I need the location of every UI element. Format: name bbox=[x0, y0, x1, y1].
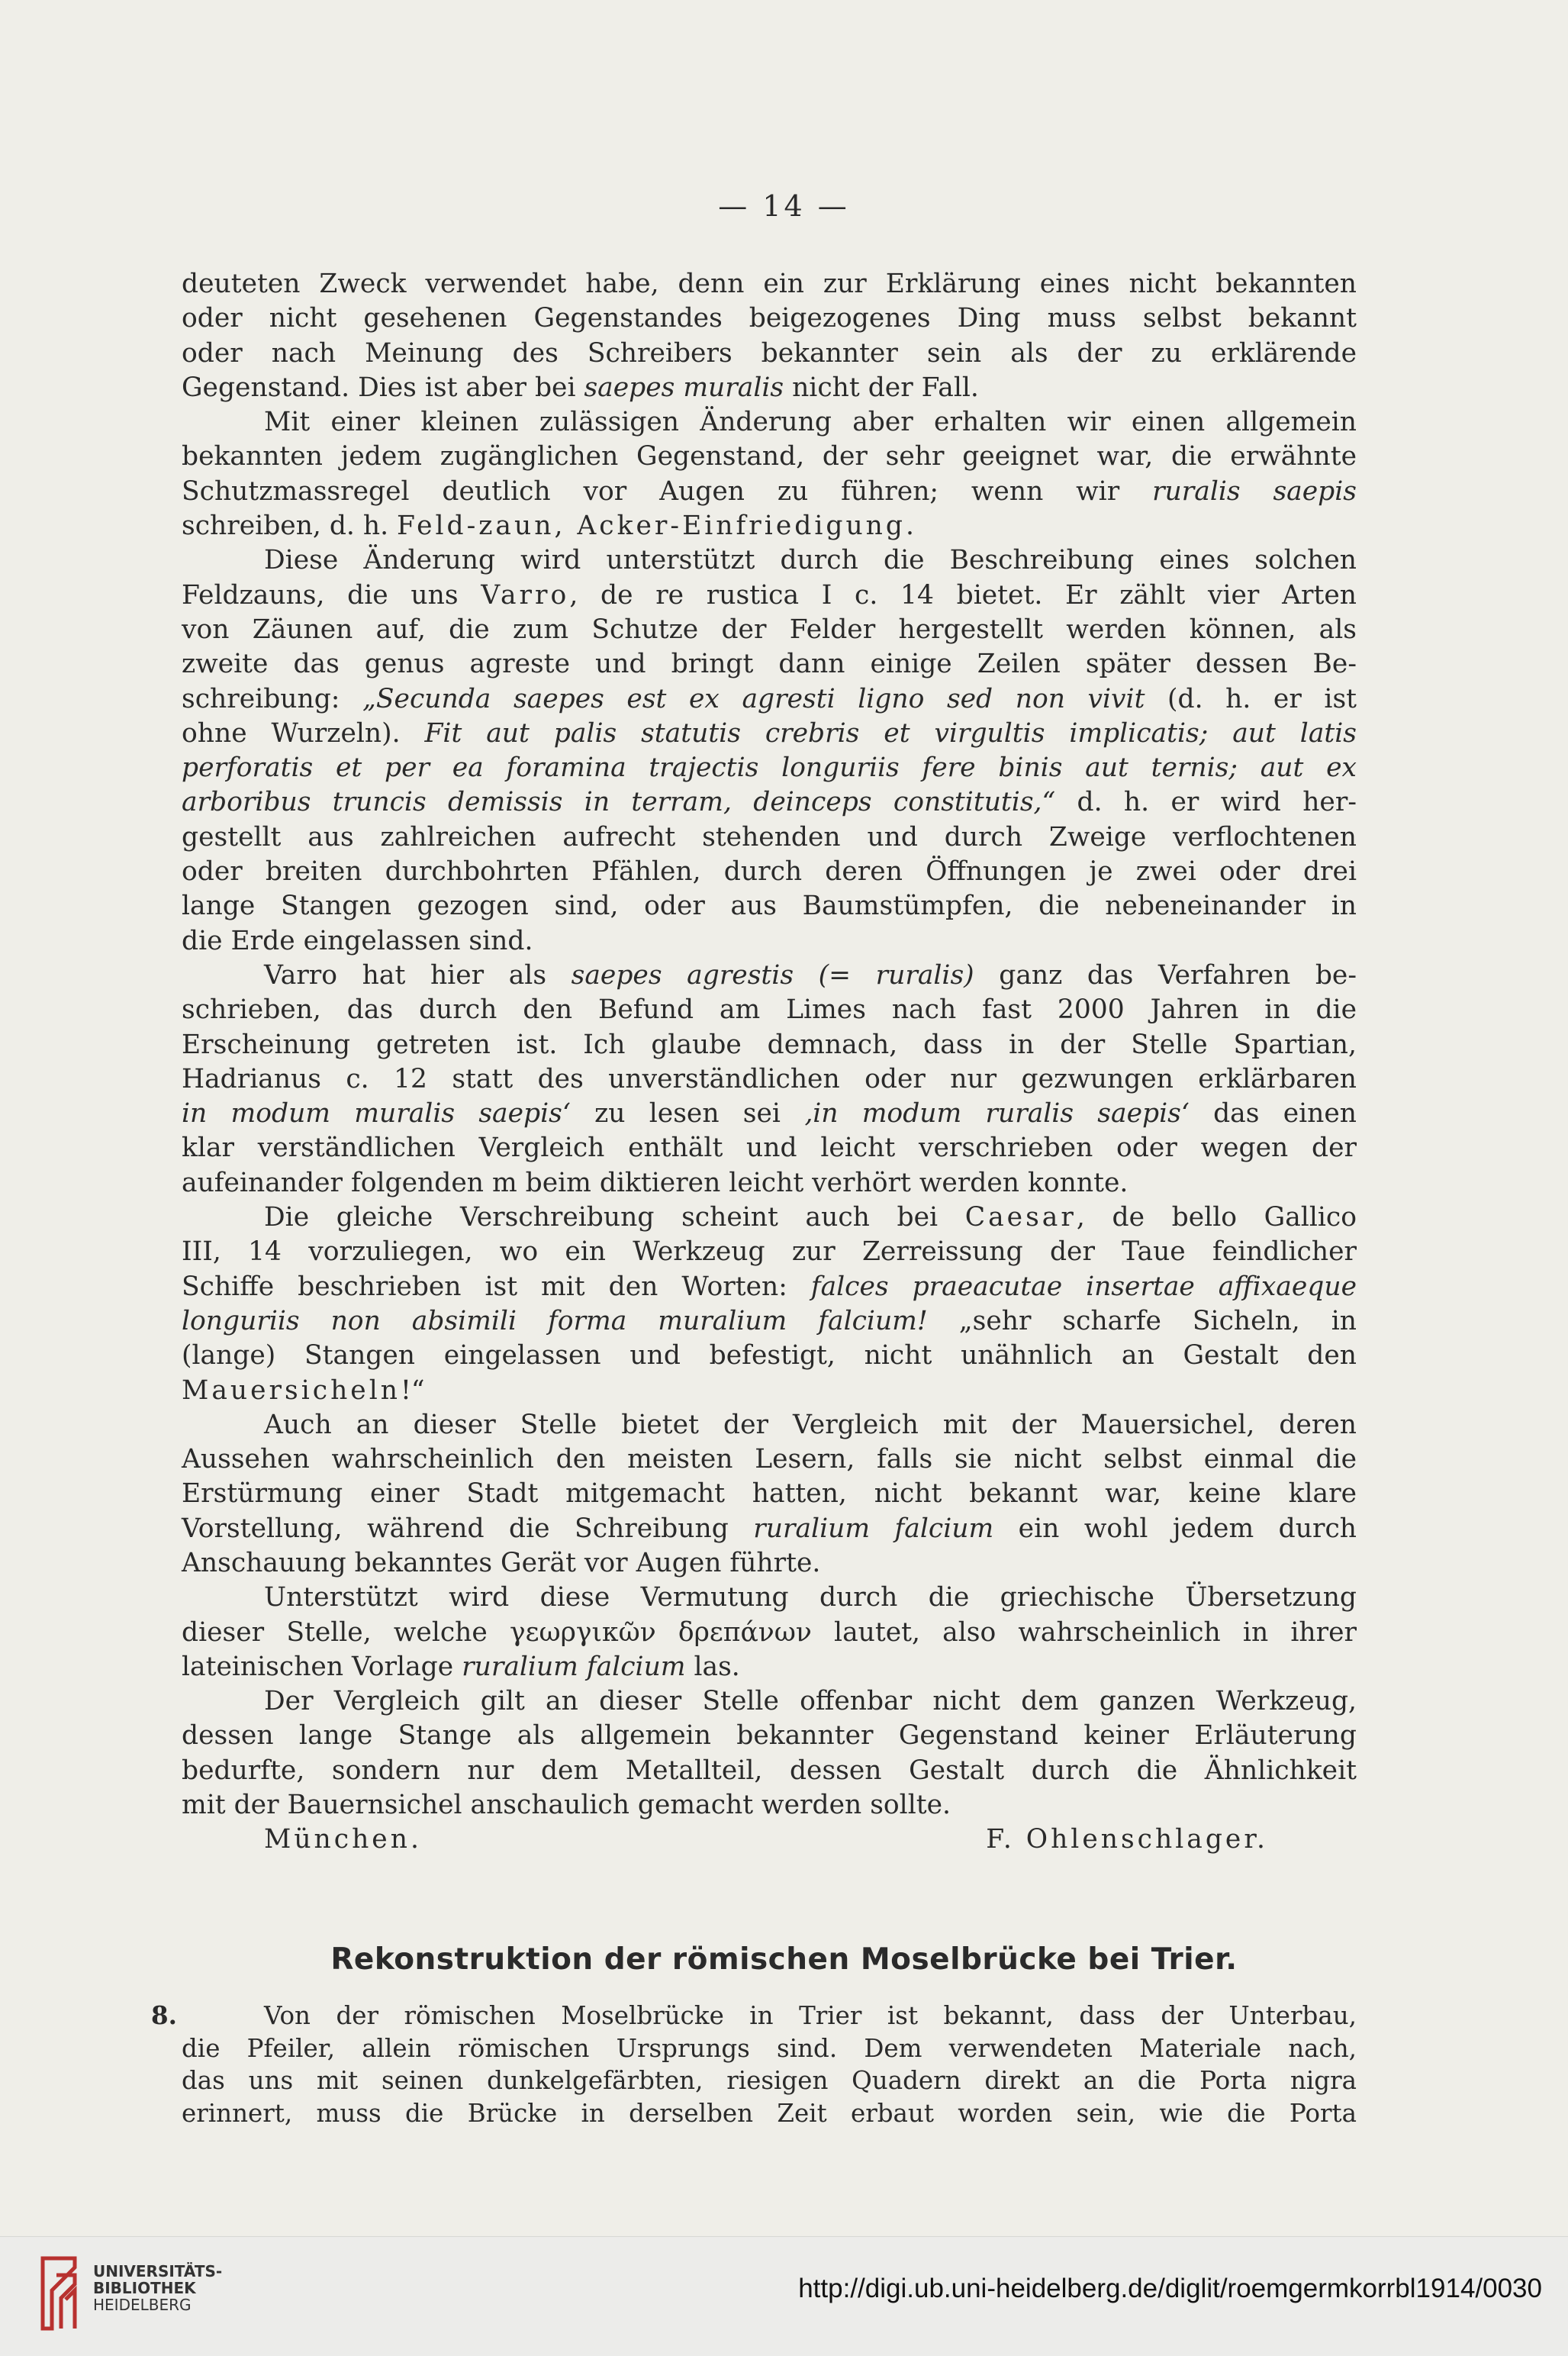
text-line bbox=[182, 337, 1357, 371]
section-text bbox=[151, 2000, 1357, 2129]
text-run: aufeinander folgenden m beim diktieren leicht verhört werden konnte. bbox=[182, 1167, 1129, 1198]
text-line bbox=[182, 1166, 1357, 1201]
text-run: Diese Änderung wird unterstützt durch die Beschreibung eines solchen bbox=[264, 545, 1357, 576]
text-line bbox=[182, 855, 1357, 889]
text-run: !“ bbox=[400, 1375, 425, 1406]
text-line bbox=[182, 717, 1357, 751]
page-number: — 14 — bbox=[718, 189, 850, 223]
text-run: oder nicht gesehenen Gegenstandes beigezogenes Ding muss selbst bekannt bbox=[182, 303, 1357, 334]
signature-author: F. Ohlenschlager. bbox=[986, 1824, 1268, 1855]
italic-phrase: ruralium falcium bbox=[462, 1651, 686, 1682]
text-line bbox=[182, 371, 1357, 405]
text-run: , de bello Gallico bbox=[1076, 1202, 1357, 1233]
italic-phrase: saepes agrestis (= ruralis) bbox=[571, 959, 974, 991]
section-line: die Pfeiler, allein römischen Ursprungs sind. Dem verwendeten Materiale nach, bbox=[182, 2033, 1357, 2063]
text-run: mit der Bauernsichel anschaulich gemacht werden sollte. bbox=[182, 1790, 951, 1821]
text-line bbox=[182, 1650, 1357, 1684]
text-line bbox=[182, 1097, 1357, 1131]
text-run: d. h. er wird her- bbox=[1055, 787, 1357, 818]
text-run: die Erde eingelassen sind. bbox=[182, 925, 533, 956]
spaced-phrase: Varro bbox=[481, 579, 570, 611]
signature-place: München. bbox=[264, 1824, 422, 1855]
text-line bbox=[182, 1754, 1357, 1788]
spaced-phrase: Feld-zaun, Acker-Einfriedigung bbox=[397, 511, 906, 542]
text-run: (lange) Stangen eingelassen und befestigt, nicht unähnlich an Gestalt den bbox=[182, 1340, 1357, 1371]
university-logo-icon bbox=[34, 2252, 84, 2336]
text-line bbox=[182, 475, 1357, 509]
text-line bbox=[182, 1304, 1357, 1339]
text-run: lateinischen Vorlage bbox=[182, 1651, 462, 1682]
text-run: Vorstellung, während die Schreibung bbox=[182, 1513, 754, 1544]
italic-phrase: falces praeacutae insertae affixaeque bbox=[810, 1271, 1357, 1302]
text-line bbox=[182, 751, 1357, 785]
text-run: nicht der Fall. bbox=[784, 372, 979, 403]
text-line bbox=[182, 1719, 1357, 1753]
italic-phrase: ‚in modum ruralis saepis‘ bbox=[804, 1098, 1190, 1130]
text-run: Der Vergleich gilt an dieser Stelle offenbar nicht dem ganzen Werkzeug, bbox=[264, 1686, 1357, 1717]
text-run: Unterstützt wird diese Vermutung durch die griechische Übersetzung bbox=[264, 1582, 1357, 1613]
text-line bbox=[182, 682, 1357, 717]
text-run: Mit einer kleinen zulässigen Änderung aber erhalten wir einen allgemein bbox=[264, 407, 1357, 438]
text-line bbox=[182, 543, 1357, 578]
section-number: 8. bbox=[151, 2000, 177, 2030]
text-run: Varro hat hier als bbox=[264, 959, 571, 991]
text-run: Die gleiche Verschreibung scheint auch bei bbox=[264, 1202, 965, 1233]
text-line bbox=[182, 1339, 1357, 1373]
text-run: bekannten jedem zugänglichen Gegenstand, der sehr geeignet war, die erwähnte bbox=[182, 441, 1357, 472]
italic-phrase: perforatis et per ea foramina trajectis longuriis fere binis aut ternis; aut ex bbox=[182, 753, 1357, 784]
text-run: Schutzmassregel deutlich vor Augen zu führen; wenn wir bbox=[182, 475, 1153, 507]
italic-phrase: saepes muralis bbox=[584, 372, 784, 403]
footer-bar bbox=[0, 2236, 1568, 2356]
text-line bbox=[182, 1477, 1357, 1511]
section-line: das uns mit seinen dunkelgefärbten, riesigen Quadern direkt an die Porta nigra bbox=[182, 2066, 1357, 2095]
text-line bbox=[182, 1235, 1357, 1269]
logo-line-2: BIBLIOTHEK bbox=[93, 2279, 196, 2297]
text-run: Erscheinung getreten ist. Ich glaube demnach, dass in der Stelle Spartian, bbox=[182, 1029, 1357, 1060]
text-run: Gegenstand. Dies ist aber bei bbox=[182, 372, 584, 403]
italic-phrase: ruralis saepis bbox=[1152, 475, 1357, 507]
signature-line bbox=[182, 1823, 1357, 1857]
text-run: oder nach Meinung des Schreibers bekannter sein als der zu erklärende bbox=[182, 337, 1357, 369]
text-run: Schiffe beschrieben ist mit den Worten: bbox=[182, 1271, 811, 1302]
text-run: , de re rustica I c. 14 bietet. Er zählt vier Arten bbox=[569, 579, 1357, 611]
text-run: ganz das Verfahren be- bbox=[974, 959, 1357, 991]
text-run: zweite das genus agreste und bringt dann einige Zeilen später dessen Be- bbox=[182, 649, 1357, 680]
logo-line-1: UNIVERSITÄTS- bbox=[93, 2262, 223, 2280]
text-line bbox=[182, 1270, 1357, 1304]
text-line bbox=[182, 993, 1357, 1027]
text-line bbox=[182, 647, 1357, 682]
text-run: klar verständlichen Vergleich enthält und leicht verschrieben oder wegen der bbox=[182, 1133, 1357, 1164]
text-run: Anschauung bekanntes Gerät vor Augen führte. bbox=[182, 1547, 821, 1578]
text-run: „sehr scharfe Sicheln, in bbox=[927, 1305, 1357, 1336]
text-run: schrieben, das durch den Befund am Limes nach fast 2000 Jahren in die bbox=[182, 994, 1357, 1026]
text-line bbox=[182, 785, 1357, 820]
text-line bbox=[182, 1616, 1357, 1650]
text-line bbox=[182, 1546, 1357, 1581]
text-run: lange Stangen gezogen sind, oder aus Baumstümpfen, die nebeneinander in bbox=[182, 891, 1357, 922]
text-run: schreibung: bbox=[182, 683, 363, 714]
text-line bbox=[182, 924, 1357, 959]
text-run: ein wohl jedem durch bbox=[993, 1513, 1357, 1544]
text-line bbox=[182, 820, 1357, 855]
text-run: Feldzauns, die uns bbox=[182, 579, 481, 611]
text-run: bedurfte, sondern nur dem Metallteil, dessen Gestalt durch die Ähnlichkeit bbox=[182, 1755, 1357, 1786]
text-line bbox=[182, 267, 1357, 301]
source-url-link[interactable]: http://digi.ub.uni-heidelberg.de/diglit/roemgermkorrbl1914/0030 bbox=[798, 2274, 1542, 2303]
text-line bbox=[182, 959, 1357, 993]
text-line bbox=[182, 440, 1357, 474]
text-run: gestellt aus zahlreichen aufrecht stehenden und durch Zweige verflochtenen bbox=[182, 821, 1357, 852]
text-line bbox=[182, 889, 1357, 923]
text-line bbox=[182, 1512, 1357, 1546]
text-run: III, 14 vorzuliegen, wo ein Werkzeug zur Zerreissung der Taue feindlicher bbox=[182, 1236, 1357, 1268]
section-line: Von der römischen Moselbrücke in Trier ist bekannt, dass der Unterbau, bbox=[264, 2001, 1357, 2030]
text-run: las. bbox=[685, 1651, 740, 1682]
text-run: Hadrianus c. 12 statt des unverständlichen oder nur gezwungen erklärbaren bbox=[182, 1063, 1357, 1094]
text-run: zu lesen sei bbox=[570, 1098, 805, 1130]
text-line bbox=[182, 1581, 1357, 1615]
university-logo-text bbox=[93, 2263, 222, 2313]
italic-phrase: Fit aut palis statutis crebris et virgultis implicatis; aut latis bbox=[424, 717, 1357, 749]
text-run: dieser Stelle, welche γεωργικῶν δρεπάνων lautet, also wahrscheinlich in ihrer bbox=[182, 1616, 1357, 1648]
text-line bbox=[182, 1062, 1357, 1097]
text-run: von Zäunen auf, die zum Schutze der Felder hergestellt werden können, als bbox=[182, 614, 1357, 645]
text-line bbox=[182, 1131, 1357, 1165]
text-line bbox=[182, 1408, 1357, 1442]
text-line bbox=[182, 579, 1357, 613]
italic-phrase: in modum muralis saepis‘ bbox=[182, 1098, 571, 1130]
text-line bbox=[182, 1374, 1357, 1408]
italic-phrase: ruralium falcium bbox=[753, 1513, 994, 1544]
text-line bbox=[182, 1201, 1357, 1235]
italic-phrase: „Secunda saepes est ex agresti ligno sed non vivit bbox=[362, 683, 1145, 714]
italic-phrase: longuriis non absimili forma muralium falcium! bbox=[182, 1305, 928, 1336]
section-line: erinnert, muss die Brücke in derselben Zeit erbaut worden sein, wie die Porta bbox=[182, 2098, 1357, 2128]
text-run: ohne Wurzeln). bbox=[182, 717, 425, 749]
text-line bbox=[182, 1028, 1357, 1062]
text-line bbox=[182, 1442, 1357, 1477]
text-run: oder breiten durchbohrten Pfählen, durch deren Öffnungen je zwei oder drei bbox=[182, 856, 1357, 888]
text-run: (d. h. er ist bbox=[1145, 683, 1357, 714]
text-run: . bbox=[905, 511, 914, 542]
text-line bbox=[182, 1788, 1357, 1823]
text-run: das einen bbox=[1189, 1098, 1357, 1130]
spaced-phrase: Mauersicheln bbox=[182, 1375, 401, 1406]
text-run: dessen lange Stange als allgemein bekannter Gegenstand keiner Erläuterung bbox=[182, 1720, 1357, 1752]
text-run: deuteten Zweck verwendet habe, denn ein zur Erklärung eines nicht bekannten bbox=[182, 269, 1357, 299]
text-run: Auch an dieser Stelle bietet der Vergleich mit der Mauersichel, deren bbox=[264, 1409, 1357, 1440]
text-line bbox=[182, 613, 1357, 647]
text-line bbox=[182, 1684, 1357, 1719]
text-run: Aussehen wahrscheinlich den meisten Lesern, falls sie nicht selbst einmal die bbox=[182, 1444, 1357, 1475]
text-run: Erstürmung einer Stadt mitgemacht hatten, nicht bekannt war, keine klare bbox=[182, 1478, 1357, 1510]
text-line bbox=[182, 301, 1357, 336]
body-text bbox=[182, 267, 1357, 1858]
text-line bbox=[182, 405, 1357, 440]
text-line bbox=[182, 509, 1357, 543]
logo-line-3: HEIDELBERG bbox=[93, 2296, 192, 2314]
text-run: schreiben, d. h. bbox=[182, 511, 398, 542]
section-heading: Rekonstruktion der römischen Moselbrücke bei Trier. bbox=[330, 1942, 1238, 1977]
italic-phrase: arboribus truncis demissis in terram, deinceps constitutis,“ bbox=[182, 787, 1056, 818]
spaced-phrase: Caesar bbox=[964, 1202, 1077, 1233]
